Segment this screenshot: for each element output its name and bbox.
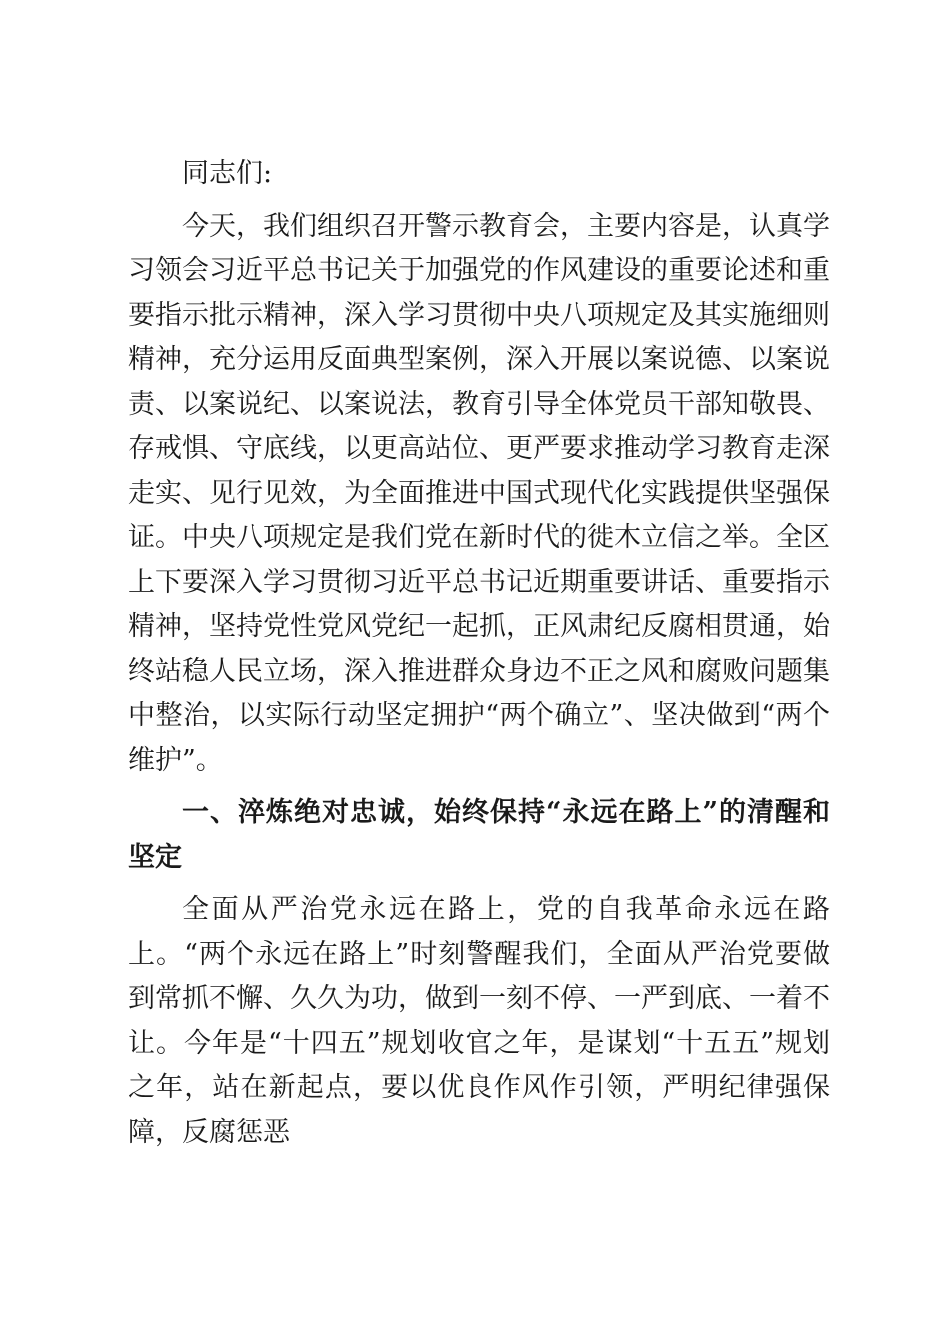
intro-paragraph: 今天，我们组织召开警示教育会，主要内容是，认真学习领会习近平总书记关于加强党的作风建设的重要论述和重要指示批示精神，深入学习贯彻中央八项规定及其实施细则精神，充分运用反面典型案例，深入开展以案说德、以案说责、以案说纪、以案说法，教育引导全体党员干部知敬畏、存戒惧、守底线，以更高站位、更严要求推动学习教育走深走实、见行见效，为全面推进中国式现代化实践提供坚强保证。中央八项规定是我们党在新时代的徙木立信之举。全区上下要深入学习贯彻习近平总书记近期重要讲话、重要指示精神，坚持党性党风党纪一起抓，正风肃纪反腐相贯通，始终站稳人民立场，深入推进群众身边不正之风和腐败问题集中整治，以实际行动坚定拥护“两个确立”、坚决做到“两个维护”。 [128, 210, 830, 776]
section-heading: 一、淬炼绝对忠诚，始终保持“永远在路上”的清醒和坚定 [128, 797, 830, 873]
salutation: 同志们: [182, 158, 273, 189]
document-body [128, 152, 830, 1163]
section-paragraph: 全面从严治党永远在路上，党的自我革命永远在路上。“两个永远在路上”时刻警醒我们，全面从严治党要做到常抓不懈、久久为功，做到一刻不停、一严到底、一着不让。今年是“十四五”规划收官之年，是谋划“十五五”规划之年，站在新起点，要以优良作风作引领，严明纪律强保障，反腐惩恶 [128, 894, 830, 1148]
